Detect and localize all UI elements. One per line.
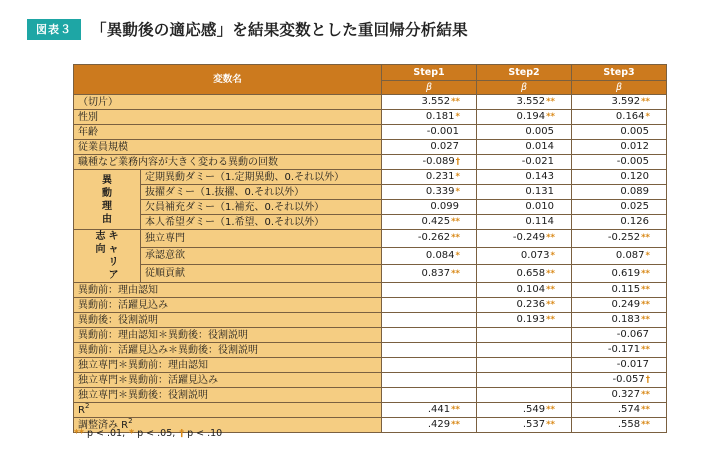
significance-mark: ** (641, 233, 650, 244)
step3-coef-cell (572, 140, 667, 155)
table-row (74, 265, 667, 283)
significance-mark: ** (641, 268, 650, 279)
coef-value: .537 (522, 419, 546, 430)
significance-mark: ** (546, 233, 555, 244)
significance-mark: ** (641, 315, 650, 325)
table-row (74, 155, 667, 170)
step2-coef-cell (477, 388, 572, 403)
row-label (141, 247, 382, 265)
row-label (74, 110, 382, 125)
step1-coef-cell (382, 110, 477, 125)
row-label (74, 313, 382, 328)
significance-mark: ** (451, 268, 460, 279)
row-label (74, 298, 382, 313)
row-label (141, 215, 382, 230)
variable-name-header: 変数名 (74, 65, 382, 95)
coef-value: -0.262 (417, 232, 451, 244)
step1-coef-cell (382, 265, 477, 283)
table-row (74, 283, 667, 298)
step1-coef-cell (382, 185, 477, 200)
row-label-text: 独立専門＊異動後：役割説明 (78, 389, 208, 401)
coef-value: 0.181 (425, 111, 455, 122)
step3-coef-cell (572, 418, 667, 433)
step3-header: Step3 (572, 65, 667, 81)
step3-coef-cell (572, 313, 667, 328)
row-label-text: 異動前：活躍見込み (78, 299, 168, 311)
step1-coef-cell (382, 403, 477, 418)
row-label-text: 調整済み R (78, 419, 129, 431)
row-label-text: 性別 (78, 111, 98, 123)
step3-coef-cell (572, 247, 667, 265)
figure-number-badge: 図表３ (27, 19, 81, 40)
row-label (74, 155, 382, 170)
step2-coef-cell (477, 95, 572, 110)
coef-value: -0.171 (607, 344, 641, 355)
coef-value: 3.552 (421, 96, 451, 107)
step2-coef-cell (477, 140, 572, 155)
note-text-10: p < .10 (184, 428, 223, 439)
coef-value: 0.027 (430, 141, 459, 152)
significance-mark: ** (451, 217, 460, 227)
row-label-text: 年齢 (78, 126, 98, 138)
step3-coef-cell (572, 200, 667, 215)
significance-mark: * (550, 250, 555, 261)
step1-coef-cell (382, 215, 477, 230)
table-row (74, 313, 667, 328)
coef-value: 0.014 (525, 141, 554, 152)
step2-coef-cell (477, 185, 572, 200)
significance-mark: * (455, 187, 460, 197)
row-label-text: 異動前：理由認知＊異動後：役割説明 (78, 329, 248, 341)
coef-value: 0.194 (516, 111, 546, 122)
group-label-idou-riyu (74, 170, 141, 230)
coef-value: 0.089 (620, 186, 649, 197)
coef-value: .441 (427, 404, 451, 415)
step3-coef-cell (572, 388, 667, 403)
step3-coef-cell (572, 110, 667, 125)
step3-coef-cell (572, 170, 667, 185)
sig-mark-05: * (129, 428, 135, 439)
significance-mark: ** (641, 285, 650, 295)
row-label (74, 283, 382, 298)
step2-coef-cell (477, 403, 572, 418)
row-label (141, 185, 382, 200)
row-label-text: 本人希望ダミー（1.希望、0.それ以外） (145, 216, 325, 228)
group-label-text: 志向 (95, 231, 106, 255)
row-label-text: 欠員補充ダミー（1.補充、0.それ以外） (145, 201, 325, 213)
coef-value: .549 (522, 404, 546, 415)
step2-coef-cell (477, 373, 572, 388)
step3-coef-cell (572, 155, 667, 170)
step1-coef-cell (382, 418, 477, 433)
coef-value: 0.126 (620, 216, 649, 227)
regression-table (73, 64, 667, 433)
step3-coef-cell (572, 125, 667, 140)
row-label-text: 異動前：活躍見込み＊異動後：役割説明 (78, 344, 258, 356)
step1-coef-cell (382, 343, 477, 358)
group-label-text: キャリア (108, 231, 119, 281)
step2-coef-cell (477, 110, 572, 125)
coef-value: -0.089 (422, 156, 455, 167)
row-label (74, 373, 382, 388)
row-label-text: R (78, 404, 85, 416)
coef-value: 0.120 (620, 171, 649, 182)
significance-mark: ** (451, 233, 460, 244)
step1-coef-cell (382, 170, 477, 185)
coef-value: 0.425 (421, 216, 451, 227)
coef-value: -0.252 (607, 232, 641, 244)
table-row (74, 200, 667, 215)
significance-mark: ** (451, 420, 460, 430)
table-row (74, 110, 667, 125)
coef-value: 0.114 (525, 216, 554, 227)
row-label (141, 170, 382, 185)
step2-coef-cell (477, 125, 572, 140)
significance-mark: ** (641, 420, 650, 430)
coef-value: -0.249 (512, 232, 546, 244)
table-row (74, 388, 667, 403)
row-label-text: 独立専門＊異動前：活躍見込み (78, 374, 218, 386)
superscript: 2 (84, 402, 90, 410)
coef-value: 0.183 (611, 314, 641, 325)
coef-value: -0.017 (616, 359, 649, 370)
row-label (74, 388, 382, 403)
row-label-text: 職種など業務内容が大きく変わる異動の回数 (78, 156, 278, 168)
table-row (74, 358, 667, 373)
row-label (74, 125, 382, 140)
step3-coef-cell (572, 358, 667, 373)
table-row (74, 170, 667, 185)
step2-coef-cell (477, 200, 572, 215)
coef-value: -0.021 (521, 156, 554, 167)
step1-coef-cell (382, 140, 477, 155)
sig-mark-01: ** (74, 428, 84, 439)
row-label-text: 定期異動ダミー（1.定期異動、0.それ以外） (145, 171, 345, 183)
coef-value: -0.001 (426, 126, 459, 137)
step2-coef-cell (477, 343, 572, 358)
note-text-05: p < .05, (134, 428, 179, 439)
coef-value: .429 (427, 419, 451, 430)
coef-value: 0.084 (425, 249, 455, 261)
step3-coef-cell (572, 373, 667, 388)
row-label-text: （切片） (78, 96, 118, 108)
coef-value: 0.005 (620, 126, 649, 137)
coef-value: 0.236 (516, 299, 546, 310)
significance-mark: ** (546, 268, 555, 279)
coef-value: 0.327 (611, 389, 641, 400)
table-row (74, 140, 667, 155)
step2-coef-cell (477, 247, 572, 265)
row-label (74, 343, 382, 358)
coef-value: .558 (617, 419, 641, 430)
step1-coef-cell (382, 328, 477, 343)
step2-beta: β (477, 81, 572, 95)
coef-value: 0.099 (430, 201, 459, 212)
step1-header: Step1 (382, 65, 477, 81)
step1-coef-cell (382, 298, 477, 313)
step2-coef-cell (477, 230, 572, 248)
significance-mark: ** (546, 420, 555, 430)
step2-coef-cell (477, 265, 572, 283)
significance-mark: ** (546, 112, 555, 122)
coef-value: 0.087 (615, 249, 645, 261)
significance-mark: ** (546, 97, 555, 107)
significance-mark: ** (641, 345, 650, 355)
significance-mark: * (455, 172, 460, 182)
coef-value: 0.115 (611, 284, 641, 295)
step3-coef-cell (572, 265, 667, 283)
significance-note (73, 428, 222, 439)
coef-value: 3.592 (611, 96, 641, 107)
step1-coef-cell (382, 358, 477, 373)
figure-header (27, 18, 468, 40)
step2-coef-cell (477, 313, 572, 328)
coef-value: 0.339 (425, 186, 455, 197)
significance-mark: † (645, 375, 650, 385)
step3-coef-cell (572, 298, 667, 313)
step1-coef-cell (382, 125, 477, 140)
table-row (74, 373, 667, 388)
step3-coef-cell (572, 403, 667, 418)
row-label-text: 承認意欲 (145, 250, 185, 262)
table-row (74, 328, 667, 343)
step2-coef-cell (477, 215, 572, 230)
coef-value: .574 (617, 404, 641, 415)
coef-value: 0.837 (421, 267, 451, 279)
significance-mark: ** (641, 390, 650, 400)
step2-coef-cell (477, 418, 572, 433)
coef-value: -0.057 (612, 374, 645, 385)
significance-mark: ** (546, 300, 555, 310)
coef-value: 0.231 (425, 171, 455, 182)
row-label-text: 従業員規模 (78, 141, 128, 153)
superscript: 2 (128, 417, 133, 425)
significance-mark: * (645, 250, 650, 261)
note-text-01: p < .01, (83, 428, 129, 439)
significance-mark: * (455, 112, 460, 122)
row-label (74, 140, 382, 155)
step1-coef-cell (382, 95, 477, 110)
table-row (74, 95, 667, 110)
table-row (74, 247, 667, 265)
row-label-text: 異動後：役割説明 (78, 314, 158, 326)
step3-coef-cell (572, 185, 667, 200)
step1-coef-cell (382, 313, 477, 328)
step1-coef-cell (382, 230, 477, 248)
coef-value: 0.005 (525, 126, 554, 137)
row-label (74, 95, 382, 110)
table-row (74, 298, 667, 313)
step3-beta: β (572, 81, 667, 95)
coef-value: -0.067 (616, 329, 649, 340)
step2-coef-cell (477, 283, 572, 298)
table-row (74, 185, 667, 200)
row-label (141, 200, 382, 215)
coef-value: 0.131 (525, 186, 554, 197)
step2-coef-cell (477, 298, 572, 313)
row-label (74, 403, 382, 418)
significance-mark: ** (451, 405, 460, 415)
coef-value: -0.005 (616, 156, 649, 167)
significance-mark: * (645, 112, 650, 122)
row-label (74, 328, 382, 343)
step3-coef-cell (572, 328, 667, 343)
significance-mark: ** (641, 97, 650, 107)
coef-value: 0.249 (611, 299, 641, 310)
row-label-text: 抜擢ダミー（1.抜擢、0.それ以外） (145, 186, 305, 198)
significance-mark: † (455, 157, 460, 167)
coef-value: 3.552 (516, 96, 546, 107)
step1-coef-cell (382, 200, 477, 215)
coef-value: 0.658 (516, 267, 546, 279)
step1-coef-cell (382, 247, 477, 265)
step1-coef-cell (382, 388, 477, 403)
coef-value: 0.164 (615, 111, 645, 122)
sig-mark-10: † (179, 428, 185, 439)
step2-coef-cell (477, 358, 572, 373)
step1-coef-cell (382, 373, 477, 388)
significance-mark: ** (546, 285, 555, 295)
coef-value: 0.619 (611, 267, 641, 279)
step1-coef-cell (382, 283, 477, 298)
significance-mark: * (455, 250, 460, 261)
row-label-text: 独立専門＊異動前：理由認知 (78, 359, 208, 371)
step1-coef-cell (382, 155, 477, 170)
significance-mark: ** (546, 405, 555, 415)
figure-title: 「異動後の適応感」を結果変数とした重回帰分析結果 (91, 21, 468, 39)
coef-value: 0.193 (516, 314, 546, 325)
step2-coef-cell (477, 170, 572, 185)
table-row (74, 125, 667, 140)
coef-value: 0.143 (525, 171, 554, 182)
step3-coef-cell (572, 215, 667, 230)
step2-header: Step2 (477, 65, 572, 81)
table-row (74, 215, 667, 230)
step2-coef-cell (477, 155, 572, 170)
group-label-text: 異動理由 (102, 174, 112, 225)
significance-mark: ** (641, 300, 650, 310)
coef-value: 0.025 (620, 201, 649, 212)
step3-coef-cell (572, 95, 667, 110)
step3-coef-cell (572, 230, 667, 248)
row-label (141, 230, 382, 248)
step2-coef-cell (477, 328, 572, 343)
step3-coef-cell (572, 343, 667, 358)
step1-beta: β (382, 81, 477, 95)
row-label-text: 独立専門 (145, 232, 185, 244)
table-row (74, 403, 667, 418)
step3-coef-cell (572, 283, 667, 298)
coef-value: 0.010 (525, 201, 554, 212)
table-row (74, 343, 667, 358)
coef-value: 0.104 (516, 284, 546, 295)
coef-value: 0.073 (520, 249, 550, 261)
group-label-career (74, 230, 141, 283)
significance-mark: ** (641, 405, 650, 415)
coef-value: 0.012 (620, 141, 649, 152)
significance-mark: ** (546, 315, 555, 325)
row-label-text: 従順貢献 (145, 268, 185, 280)
significance-mark: ** (451, 97, 460, 107)
table-row (74, 230, 667, 248)
row-label (74, 358, 382, 373)
row-label (141, 265, 382, 283)
row-label-text: 異動前：理由認知 (78, 284, 158, 296)
